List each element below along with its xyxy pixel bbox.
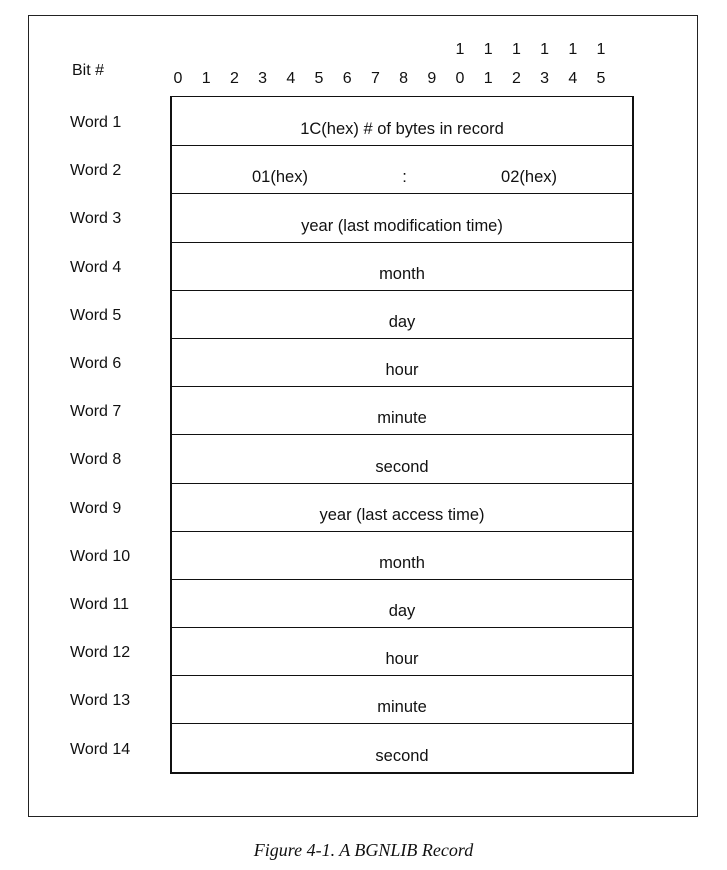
word-row [172, 145, 632, 193]
bit-number-column [281, 40, 301, 89]
field-text: second [375, 746, 429, 765]
word-row [172, 434, 632, 482]
bit-number-column [478, 40, 498, 89]
bit-number-ones: 5 [314, 70, 324, 87]
bit-number-column [506, 40, 526, 89]
word-label: Word 7 [70, 403, 122, 421]
bit-number-ones: 2 [511, 70, 521, 87]
word-row [172, 193, 632, 241]
bit-number-column [394, 40, 414, 89]
word-label: Word 13 [70, 692, 131, 710]
bit-number-column [309, 40, 329, 89]
bit-number-label: Bit # [72, 62, 105, 79]
field-text: hour [385, 361, 419, 380]
bit-number-column [337, 40, 357, 89]
bit-number-tens [281, 40, 301, 60]
field-text: year (last modification time) [301, 216, 503, 235]
bit-number-ones: 4 [568, 70, 578, 87]
word-row [172, 386, 632, 434]
word-label: Word 9 [70, 499, 122, 517]
bit-number-tens [337, 40, 357, 60]
word-row [172, 290, 632, 338]
word-label: Word 1 [70, 114, 122, 131]
word-label: Word 8 [70, 451, 122, 469]
bit-number-column [450, 40, 470, 89]
field-left: 01(hex) [252, 168, 308, 187]
field-text: minute [377, 409, 427, 428]
field-text: month [379, 553, 425, 572]
word-label: Word 11 [70, 596, 129, 613]
bit-number-ones: 3 [540, 70, 550, 87]
bit-number-tens [422, 40, 442, 60]
word-label: Word 14 [70, 740, 131, 758]
word-row [172, 242, 632, 290]
field-text: month [379, 264, 425, 283]
bit-number-column [168, 40, 188, 89]
word-label: Word 6 [70, 355, 122, 372]
word-label: Word 10 [70, 547, 131, 565]
word-row [172, 579, 632, 627]
bit-number-column [535, 40, 555, 89]
word-label: Word 4 [70, 258, 122, 276]
word-row [172, 531, 632, 579]
bit-number-tens: 1 [483, 41, 493, 58]
word-row [172, 338, 632, 386]
bit-number-ones: 1 [483, 70, 493, 87]
bit-number-ones: 6 [342, 70, 352, 87]
field-text: hour [385, 650, 419, 669]
figure-caption: Figure 4-1. A BGNLIB Record [253, 840, 474, 860]
bit-number-column [422, 40, 442, 89]
bit-number-ones: 0 [173, 70, 183, 87]
bit-number-ones: 9 [427, 70, 437, 87]
bit-number-tens: 1 [596, 41, 606, 58]
bit-number-ones: 4 [286, 70, 296, 87]
word-row [172, 675, 632, 723]
bit-number-tens [394, 40, 414, 60]
bit-number-tens: 1 [511, 41, 521, 58]
bit-number-tens [309, 40, 329, 60]
bit-number-ones: 5 [596, 70, 606, 87]
word-row [172, 483, 632, 531]
bit-number-tens: 1 [455, 41, 465, 58]
field-text: second [375, 457, 429, 476]
field-text: day [388, 312, 416, 331]
bit-number-tens [253, 40, 273, 60]
bit-number-ones: 0 [455, 70, 465, 87]
bit-number-tens [224, 40, 244, 60]
word-row [172, 97, 632, 145]
field-sep: : [402, 168, 407, 187]
bit-number-tens [168, 40, 188, 60]
bit-number-ones: 3 [258, 70, 268, 87]
bit-number-column [365, 40, 385, 89]
field-right: 02(hex) [501, 168, 557, 187]
bit-number-column [563, 40, 583, 89]
bit-number-tens [196, 40, 216, 60]
bit-number-tens: 1 [540, 41, 550, 58]
bit-number-ones: 2 [229, 70, 239, 87]
bit-number-ones: 7 [370, 70, 380, 87]
record-table [170, 96, 634, 774]
bit-number-ones: 1 [201, 70, 211, 87]
bit-number-column [196, 40, 216, 89]
word-label: Word 2 [70, 162, 122, 180]
bit-number-column [253, 40, 273, 89]
field-text: 1C(hex) # of bytes in record [300, 120, 504, 139]
bit-number-tens: 1 [568, 41, 578, 58]
field-text: minute [377, 698, 427, 717]
word-row [172, 627, 632, 675]
field-text: day [388, 602, 416, 621]
word-label: Word 3 [70, 210, 122, 228]
bit-number-column [591, 40, 611, 89]
word-row [172, 723, 632, 771]
word-label: Word 5 [70, 306, 122, 324]
word-label: Word 12 [70, 644, 131, 662]
field-text: year (last access time) [319, 505, 485, 524]
bit-number-column [224, 40, 244, 89]
bit-number-ones: 8 [399, 70, 409, 87]
bit-number-tens [365, 40, 385, 60]
